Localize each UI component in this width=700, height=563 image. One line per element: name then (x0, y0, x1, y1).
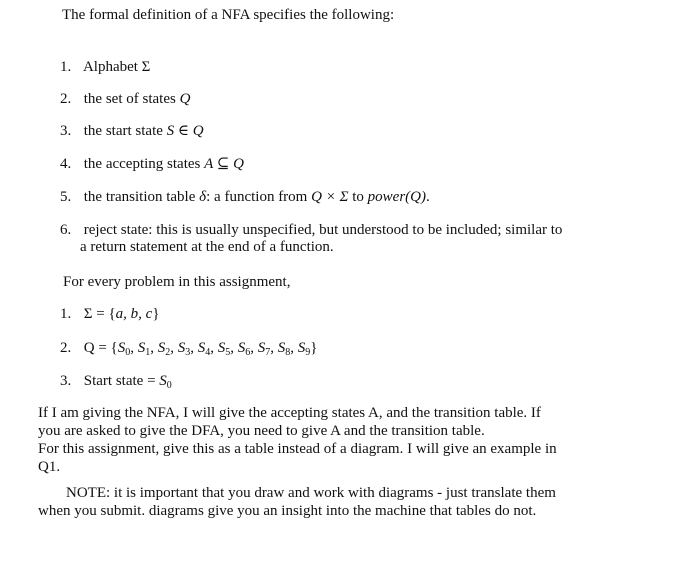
item-number: 2. (60, 91, 72, 107)
state-symbol: S (177, 340, 186, 356)
state-subscript: 3 (185, 347, 191, 358)
item-math: δ (199, 189, 207, 205)
item-number: 5. (60, 189, 72, 205)
item-number: 1. (60, 306, 72, 322)
item-number: 2. (60, 340, 72, 356)
state-subscript: 2 (165, 347, 171, 358)
item-math: S (159, 373, 167, 389)
state-symbol: S (117, 340, 126, 356)
state-symbol: S (137, 340, 146, 356)
item-math: } (152, 306, 160, 322)
item-text: Alphabet (82, 59, 138, 75)
item-text: the set of states (83, 91, 176, 107)
note-line: NOTE: it is important that you draw and work with diagrams - just translate them (66, 485, 556, 501)
state-subscript: 4 (205, 347, 211, 358)
assignment-item-3 (60, 372, 172, 395)
paragraph-line: Q1. (38, 459, 61, 475)
assignment-heading: For every problem in this assignment, (63, 274, 291, 290)
state-symbol: S (157, 340, 166, 356)
item-text: the accepting states (83, 156, 201, 172)
note-line: when you submit. diagrams give you an insight into the machine that tables do not. (38, 503, 537, 519)
item-math: Q (179, 91, 191, 107)
state-subscript: 7 (265, 347, 271, 358)
item-number: 3. (60, 123, 72, 139)
item-text: reject state: this is usually unspecified, but understood to be included; similar to (83, 222, 563, 238)
state-symbol: S (277, 340, 286, 356)
item-number: 4. (60, 156, 72, 172)
paragraph-line: For this assignment, give this as a table instead of a diagram. I will give an example in (38, 441, 557, 457)
definition-item-6-continuation: a return statement at the end of a function. (80, 239, 334, 255)
item-math: A ⊆ Q (204, 156, 244, 172)
definition-item-2 (60, 90, 190, 108)
item-text: to (352, 189, 364, 205)
assignment-item-1 (60, 305, 160, 323)
state-subscript: 8 (285, 347, 291, 358)
item-math: Σ (141, 59, 151, 75)
item-number: 6. (60, 222, 72, 238)
state-list: $S_0$, $S_1$, $S_2$, $S_3$, $S_4$, $S_5$, $S_6$, $S_7$, $S_8$, $S_9$ (117, 340, 311, 358)
item-math: } (310, 340, 318, 356)
state-symbol: S (197, 340, 206, 356)
item-math: a, b, c (115, 306, 153, 322)
item-text: the transition table (83, 189, 196, 205)
intro-heading: The formal definition of a NFA specifies the following: (62, 7, 395, 23)
definition-item-6 (60, 221, 562, 239)
state-symbol: S (257, 340, 266, 356)
item-text: the start state (83, 123, 163, 139)
item-text: . (425, 189, 430, 205)
state-symbol: S (237, 340, 246, 356)
item-number: 1. (60, 59, 72, 75)
item-math: power(Q) (367, 189, 426, 205)
item-subscript: 0 (166, 380, 172, 391)
item-math: Q × Σ (311, 189, 349, 205)
paragraph-line: If I am giving the NFA, I will give the accepting states A, and the transition table. If (38, 405, 541, 421)
item-text: : a function from (206, 189, 308, 205)
state-subscript: 5 (225, 347, 231, 358)
state-symbol: S (297, 340, 306, 356)
state-subscript: 1 (145, 347, 151, 358)
item-math: S ∈ Q (166, 123, 204, 139)
item-math: Σ = { (83, 306, 116, 322)
definition-item-5 (60, 188, 430, 206)
assignment-item-2 (60, 339, 317, 362)
item-text: Start state = (83, 373, 156, 389)
item-number: 3. (60, 373, 72, 389)
state-subscript: 0 (125, 347, 131, 358)
state-subscript: 9 (305, 347, 311, 358)
definition-item-3 (60, 122, 204, 140)
state-symbol: S (217, 340, 226, 356)
state-subscript: 6 (245, 347, 251, 358)
definition-item-4 (60, 155, 244, 173)
paragraph-line: you are asked to give the DFA, you need to give A and the transition table. (38, 423, 485, 439)
definition-item-1 (60, 58, 150, 76)
item-math: Q = { (83, 340, 118, 356)
